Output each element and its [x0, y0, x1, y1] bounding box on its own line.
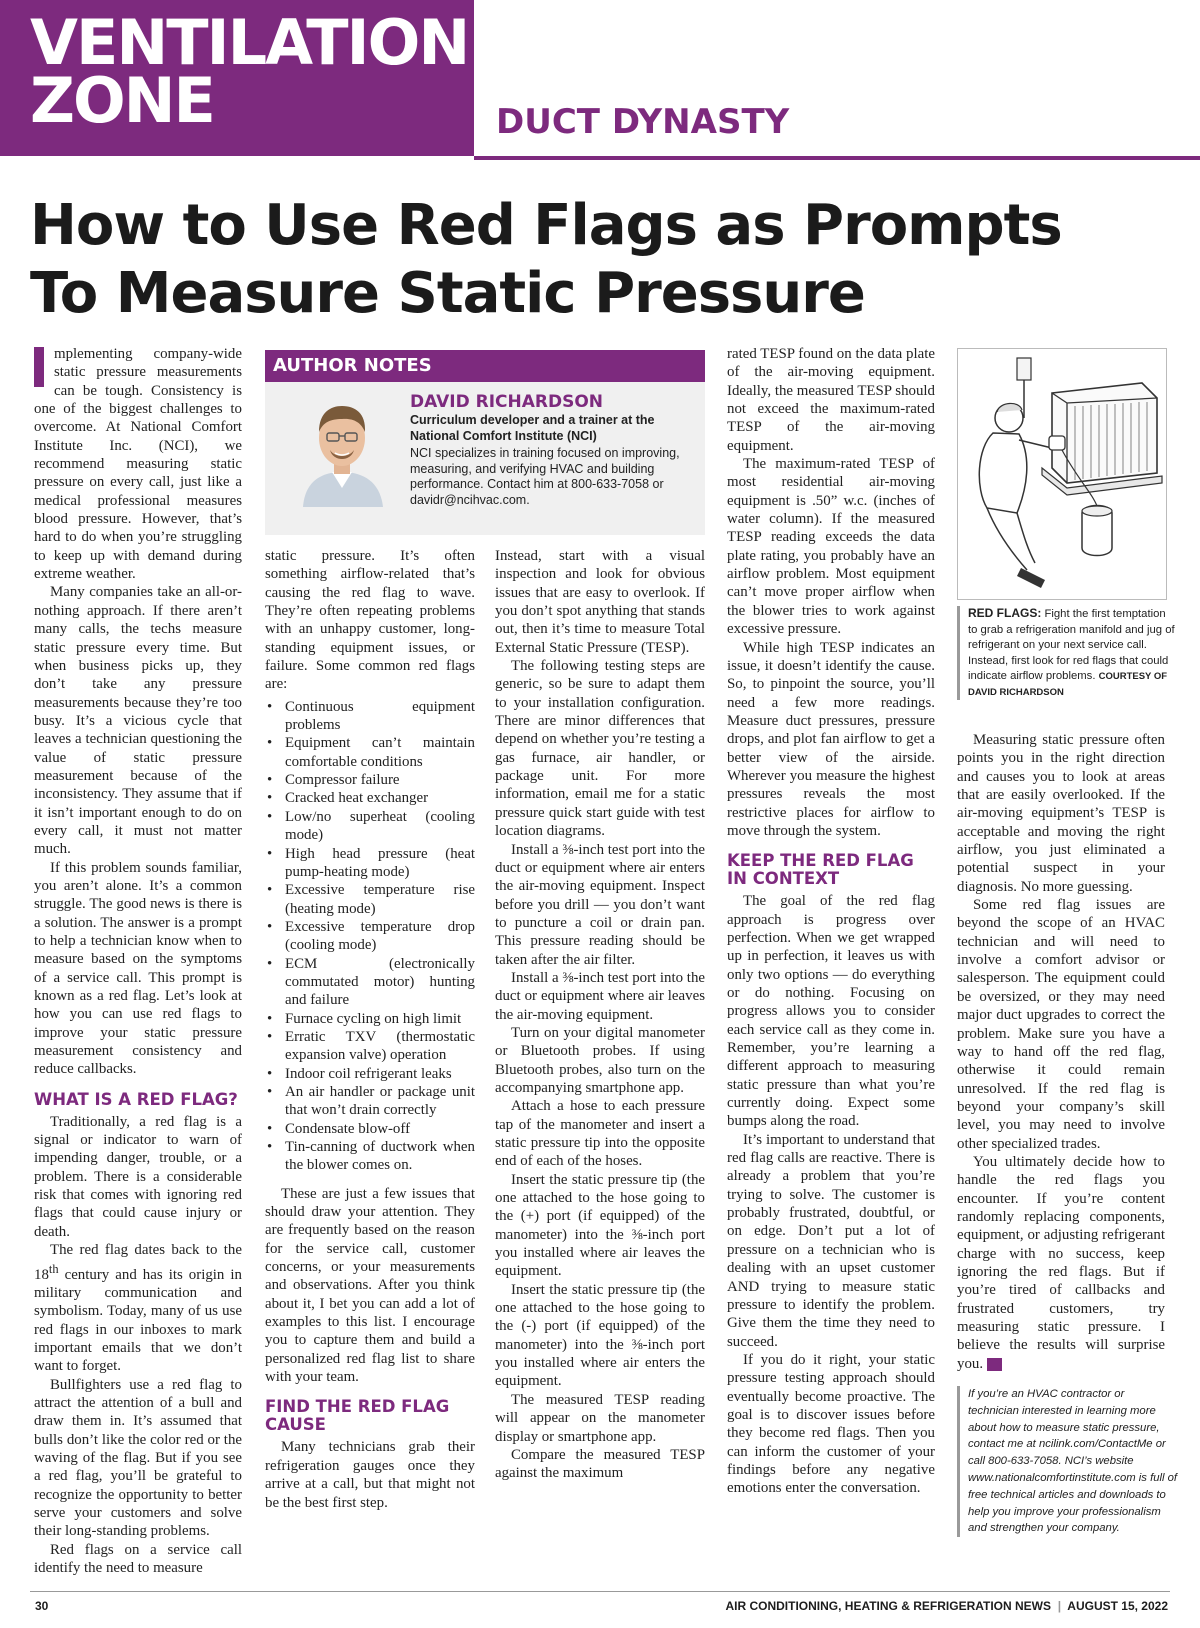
red-flag-list-item: • Low/no superheat (cooling mode) — [285, 808, 475, 845]
zone-title-line1: VENTILATION — [30, 6, 469, 79]
body-paragraph: static pressure. It’s often something airflow-related that’s causing the red flag to wave. They’re often repeating problems with an unhappy customer, long-standing equipment issues, or failure. Some common red flags are: — [265, 548, 475, 693]
red-flag-list-item: • Excessive temperature rise (heating mode) — [285, 881, 475, 918]
body-paragraph: Measuring static pressure often points you in the right direction and causes you to look at areas that are easily overlooked. If the air-moving equipment’s TESP is acceptable and moving the right airflow, you just eliminated a potential suspect in your diagnosis. No more guessing. — [957, 732, 1165, 895]
red-flag-list-item: • Continuous equipment problems — [285, 698, 475, 735]
article-column-4 — [727, 345, 935, 1498]
body-paragraph: Install a ⅜-inch test port into the duct or equipment where air enters the air-moving equipment. Inspect before you drill — you don’t want to puncture a coil or drain pan. This pressure reading should be taken after the air filter. — [495, 841, 705, 968]
caption-credit: COURTESY OF DAVID RICHARDSON — [968, 671, 1168, 698]
body-paragraph: Bullfighters use a red flag to attract the attention of a bull and draw them in. It’s assumed that bulls don’t like the color red or the waving of the flag. But if you see a red flag, you’ll be grateful to recognize the opportunity to better serve your customers and solve their long-standing problems. — [34, 1376, 242, 1540]
headline-line2: To Measure Static Pressure — [30, 261, 865, 326]
body-paragraph — [957, 1153, 1165, 1373]
author-notes-header-bar — [265, 350, 705, 382]
body-paragraph: Traditionally, a red flag is a signal or indicator to warn of impending danger, trouble, or a problem. There is a considerable risk that comes with ignoring red flags that could cause injury or death. — [34, 1113, 242, 1240]
publication-line — [725, 1599, 1168, 1613]
zone-banner — [0, 0, 474, 156]
superscript: th — [48, 1261, 59, 1276]
red-flag-list-item: • Tin-canning of ductwork when the blower comes on. — [285, 1138, 475, 1175]
article-headline — [30, 192, 1190, 328]
body-paragraph: Attach a hose to each pressure tap of the manometer and insert a static pressure tip into the opposite end of each of the hoses. — [495, 1098, 705, 1170]
end-mark-icon: N — [987, 1358, 1002, 1371]
text-fragment: century and has its origin in military communication and symbolism. Today, many of us use red flags in our inboxes to mark important emails that we don’t want to forget. — [34, 1266, 242, 1375]
red-flag-list-item: • Condensate blow-off — [285, 1120, 475, 1138]
body-paragraph: Insert the static pressure tip (the one attached to the hose going to the (-) port (if equipped) of the manometer) into the ⅜-inch port you installed where air enters the equipment. — [495, 1281, 705, 1390]
body-paragraph: rated TESP found on the data plate of the air-moving equipment. Ideally, the measured TESP should not exceed the maximum-rated TESP of the air-moving equipment. — [727, 346, 935, 454]
body-paragraph: Turn on your digital manometer or Bluetooth probes. If using Bluetooth probes, also turn on the accompanying smartphone app. — [495, 1024, 705, 1096]
red-flag-list-item: • Compressor failure — [285, 771, 475, 789]
technician-illustration — [957, 348, 1167, 600]
body-paragraph: These are just a few issues that should draw your attention. They are frequently based on the reason for the service call, customer concerns, or your measurements and observations. After you think about it, I bet you can add a lot of examples to this list. I encourage you to capture them and build a personalized red flag list to share with your team. — [265, 1185, 475, 1386]
section-title: DUCT DYNASTY — [496, 102, 790, 142]
red-flag-list-item: • High head pressure (heat pump-heating mode) — [285, 845, 475, 882]
red-flag-list-item: • Excessive temperature drop (cooling mode) — [285, 918, 475, 955]
author-notes-box — [265, 350, 705, 535]
author-role: Curriculum developer and a trainer at the National Comfort Institute (NCI) — [410, 413, 655, 443]
body-paragraph: The following testing steps are generic, so be sure to adapt them to your installation configuration. There are minor differences that depend on whether you’re testing a gas furnace, air handler, or package unit. For more information, email me for a static pressure quick start guide with test location diagrams. — [495, 658, 705, 840]
red-flag-list-item: • Indoor coil refrigerant leaks — [285, 1065, 475, 1083]
red-flag-list-item: • ECM (electronically commutated motor) hunting and failure — [285, 955, 475, 1010]
red-flag-list-item: • Equipment can’t maintain comfortable conditions — [285, 734, 475, 771]
body-paragraph — [34, 1241, 242, 1375]
red-flag-list — [265, 698, 475, 1175]
body-paragraph: Many companies take an all-or-nothing approach. If there aren’t many calls, the techs measure static pressure every time. But when business picks up, they don’t take any pressure measurements because they’re too busy. It’s a vicious cycle that leaves a technician questioning the value of static pressure measurement because of the inconsistency. They assume that if it isn’t important enough to do on every call, it must not matter much. — [34, 584, 242, 858]
red-flag-list-item: • An air handler or package unit that won’t drain correctly — [285, 1083, 475, 1120]
intro-text: mplementing company-wide static pressure measurements can be tough. Consistency is one of the biggest challenges to overcome. At National Comfort Institute Inc. (NCI), we recommend measuring static pressure on every call, just like a medical professional measures blood pressure. However, that’s hard to do when you’re struggling to keep up with demand during extreme weather. — [34, 346, 242, 583]
headline-line1: How to Use Red Flags as Prompts — [30, 193, 1062, 258]
body-paragraph: Install a ⅜-inch test port into the duct or equipment where air leaves the air-moving equipment. — [495, 969, 705, 1023]
text-fragment: The red flag dates back to the 18 — [34, 1242, 242, 1283]
red-flag-list-item: • Furnace cycling on high limit — [285, 1010, 475, 1028]
body-paragraph: Compare the measured TESP against the maximum — [495, 1446, 705, 1482]
issue-date: AUGUST 15, 2022 — [1067, 1599, 1168, 1613]
body-paragraph: If you do it right, your static pressure testing approach should eventually become proactive. The goal is to discover issues before they become red flags. Then you can inform the customer of your findings before any negative emotions enter the conversation. — [727, 1351, 935, 1497]
subheading-keep-in-context: KEEP THE RED FLAG IN CONTEXT — [727, 851, 914, 889]
body-paragraph: Instead, start with a visual inspection and look for obvious issues that are easy to overlook. If you don’t spot anything that stands out, then it’s time to measure Total External Static Pressure (TESP). — [495, 548, 705, 656]
body-paragraph: Many technicians grab their refrigeration gauges once they arrive at a call, but that might not be the best first step. — [265, 1439, 475, 1511]
author-notes-heading: AUTHOR NOTES — [273, 355, 432, 376]
publication-name: AIR CONDITIONING, HEATING & REFRIGERATION NEWS — [725, 1599, 1052, 1613]
body-paragraph: If this problem sounds familiar, you aren’t alone. It’s a common struggle. The good news is there is a solution. The answer is a prompt to help a technician know when to measure based on the symptoms of a service call. This prompt is known as a red flag. Let’s look at how you can use red flags to improve your static pressure measurement consistency and reduce callbacks. — [34, 859, 242, 1078]
zone-title-line2: ZONE — [30, 64, 214, 137]
body-paragraph: Some red flag issues are beyond the scope of an HVAC technician and will need to involve a comfort advisor or salesperson. The equipment could be oversized, or they may need major duct upgrades to correct the problem. Make sure you have a way to hand off the red flag, otherwise it could remain unresolved. If the red flag is beyond your company’s skill level, you may need to involve other specialized trades. — [957, 897, 1165, 1152]
caption-label: RED FLAGS: — [968, 606, 1042, 620]
closing-text: You ultimately decide how to handle the red flags you encounter. If you’re content randomly replacing components, equipment, or adjusting refrigerant charge with no success, keep ignoring the red flags. But if you’re tired of callbacks and frustrated customers, try measuring static pressure. I believe the results will surprise you. — [957, 1153, 1165, 1372]
article-column-3 — [495, 547, 705, 1483]
drop-cap-bar — [34, 347, 44, 387]
contact-note: If you’re an HVAC contractor or technician interested in learning more about how to measure static pressure, contact me at ncilink.com/ContactMe or call 800-633-7058. NCI’s website www.nationalcomfortinstitute.com is full of free technical articles and downloads to help you improve your professionalism and strengthen your company. — [957, 1386, 1178, 1537]
red-flag-list-item: • Cracked heat exchanger — [285, 789, 475, 807]
section-bar — [474, 96, 1200, 160]
footer-separator: | — [1057, 1599, 1062, 1613]
author-bio: NCI specializes in training focused on improving, measuring, and verifying HVAC and building performance. Contact him at 800-633-7058 or davidr@ncihvac.com. — [410, 446, 680, 507]
page-number: 30 — [35, 1599, 49, 1613]
body-paragraph: Red flags on a service call identify the need to measure — [34, 1541, 242, 1576]
illustration-caption — [957, 606, 1178, 700]
body-paragraph: Insert the static pressure tip (the one attached to the hose going to the (+) port (if equipped) of the manometer) into the ⅜-inch port you installed where air leaves the equipment. — [495, 1171, 705, 1280]
article-column-1 — [34, 345, 242, 1577]
subheading-what-is-red-flag: WHAT IS A RED FLAG? — [34, 1089, 238, 1109]
body-paragraph: While high TESP indicates an issue, it doesn’t identify the cause. So, to pinpoint the source, you’ll need a few more readings. Measure duct pressures, pressure drops, and plot fan airflow to get a better view of the airside. Wherever you measure the highest pressures reveals the most restrictive places for airflow to move through the system. — [727, 639, 935, 839]
zone-title — [30, 6, 469, 137]
intro-paragraph — [34, 345, 242, 583]
red-flag-list-item: • Erratic TXV (thermostatic expansion valve) operation — [285, 1028, 475, 1065]
author-name: DAVID RICHARDSON — [410, 392, 604, 412]
caption-text: Fight the first temptation to grab a refrigeration manifold and jug of refrigerant on your next service call. Instead, first look for red flags that could indicate airflow problems. — [968, 608, 1175, 682]
author-photo — [295, 392, 390, 507]
article-column-5 — [957, 731, 1165, 1373]
footer-rule — [30, 1591, 1170, 1592]
body-paragraph: The goal of the red flag approach is progress over perfection. When we get wrapped up in perfection, it leaves us with only two options — do everything or do nothing. Focusing on progress allows you to consider each service call as they come in. Remember, you’re learning a different approach to measuring static pressure than what you’re currently doing. Expect some bumps along the road. — [727, 893, 935, 1130]
body-paragraph: The measured TESP reading will appear on the manometer display or smartphone app. — [495, 1391, 705, 1445]
subheading-find-cause: FIND THE RED FLAG CAUSE — [265, 1397, 450, 1435]
article-column-2 — [265, 547, 475, 1512]
body-paragraph: It’s important to understand that red flag calls are reactive. There is already a problem that you’re trying to solve. The customer is probably frustrated, doubtful, or on edge. Don’t put a lot of pressure on a technician who is dealing with an upset customer AND trying to measure static pressure to identify the problem. Give them the time they need to succeed. — [727, 1131, 935, 1350]
body-paragraph: The maximum-rated TESP of most residential air-moving equipment is .50” w.c. (inches of water column). If the measured TESP reading exceeds the data plate rating, you probably have an airflow problem. Most equipment can’t move proper airflow when the blower tries to work against excessive pressure. — [727, 456, 935, 638]
